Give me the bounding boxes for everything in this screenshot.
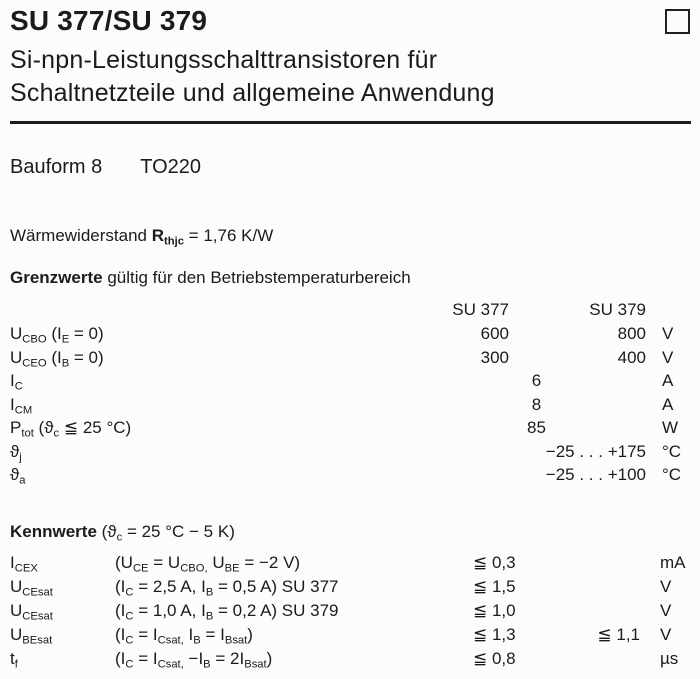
value-su379: 400: [617, 347, 646, 367]
kennwerte-heading: [10, 522, 691, 542]
row-symbol: $ϑ_a$: [10, 465, 26, 487]
limit-value-1: ≦ 1,5: [473, 576, 516, 596]
package-info: [10, 155, 691, 179]
page-subtitle: [10, 44, 691, 110]
thermal-resistance-line: [10, 225, 691, 246]
value-shared: 6: [531, 371, 542, 390]
subtitle-line-2: Schaltnetzteile und allgemeine Anwendung: [10, 79, 495, 107]
row-unit: A: [662, 394, 674, 414]
column-header-su379: SU 379: [589, 300, 646, 319]
row-symbol: $I_C$: [10, 371, 23, 393]
grenzwerte-heading-bold: Grenzwerte: [10, 268, 103, 287]
row-symbol: $U_{CEO}$ $(I_B = 0)$: [10, 347, 104, 369]
row-unit: V: [660, 576, 672, 596]
kennwerte-table: [10, 551, 691, 671]
table-row: [10, 416, 691, 440]
thermal-prefix: Wärmewiderstand: [10, 226, 152, 245]
value-su379: 800: [617, 324, 646, 343]
row-unit: µs: [660, 648, 679, 668]
row-symbol: $P_{tot}$ ($ϑ_c$ ≦ 25 °C): [10, 418, 132, 440]
row-unit: V: [660, 624, 672, 644]
value-su377: 600: [480, 324, 509, 343]
row-unit: mA: [660, 552, 686, 572]
limit-value-1: ≦ 1,3: [473, 624, 516, 644]
limit-value-2: ≦ 1,1: [597, 624, 640, 644]
limit-value-1: ≦ 1,0: [473, 600, 516, 620]
row-symbol: $t_f$: [10, 648, 18, 670]
table-row: [10, 623, 691, 647]
value-range: −25 . . . +100: [545, 465, 646, 484]
row-symbol: $U_{CBO}$ $(I_E = 0)$: [10, 324, 104, 346]
page-header: [10, 5, 691, 37]
row-symbol: $I_{CEX}$: [10, 552, 38, 574]
row-symbol: $U_{CEsat}$: [10, 600, 53, 622]
value-shared: 85: [527, 418, 546, 437]
page-title: SU 377/SU 379: [10, 5, 208, 36]
row-unit: A: [662, 371, 674, 390]
row-condition: ($U_{CE} = U_{CBO,}$ $U_{BE} = -2$ V): [115, 552, 301, 574]
row-unit: °C: [662, 465, 682, 484]
square-outline-icon: [665, 9, 690, 34]
row-unit: V: [662, 347, 674, 367]
row-condition: ($I_C = 2,5$ A, $I_B = 0,5$ A) SU 377: [115, 576, 339, 598]
row-unit: V: [660, 600, 672, 620]
row-symbol: $U_{BEsat}$: [10, 624, 53, 646]
grenzwerte-heading-rest: gültig für den Betriebstemperaturbereich: [102, 268, 411, 287]
limit-value-1: ≦ 0,8: [473, 648, 516, 668]
row-symbol: $ϑ_j$: [10, 441, 22, 463]
table-row: [10, 369, 691, 393]
table-row: [10, 647, 691, 671]
bauform-label: Bauform 8: [10, 156, 103, 178]
kennwerte-heading-bold: Kennwerte: [10, 521, 97, 541]
kennwerte-heading-rest: ($ϑ_c = 25$ °C − 5 K): [96, 521, 235, 543]
row-unit: °C: [662, 441, 682, 461]
table-row: [10, 551, 691, 575]
row-unit: V: [662, 324, 674, 343]
row-symbol: $I_{CM}$: [10, 394, 33, 416]
value-su377: 300: [480, 347, 509, 367]
row-condition: $(I_C = I_{Csat,} -I_B = 2I_{Bsat})$: [115, 648, 273, 670]
table-row: [10, 440, 691, 464]
grenzwerte-heading: [10, 268, 691, 288]
limit-value-1: ≦ 0,3: [473, 552, 516, 572]
row-unit: W: [662, 418, 679, 437]
table-row: [10, 346, 691, 370]
column-header-su377: SU 377: [452, 300, 509, 319]
thermal-value: = 1,76 K/W: [183, 226, 274, 245]
row-condition: ($I_C = I_{Csat,}$ $I_B = I_{Bsat}$): [115, 624, 253, 646]
table-row: [10, 575, 691, 599]
table-row: [10, 463, 691, 487]
value-shared: 8: [531, 394, 542, 414]
subtitle-line-1: Si-npn-Leistungsschalttransistoren für: [10, 46, 438, 74]
grenzwerte-table: [10, 298, 691, 487]
value-range: −25 . . . +175: [545, 441, 646, 461]
grenzwerte-column-headers: [10, 298, 691, 322]
table-row: [10, 393, 691, 417]
table-row: [10, 322, 691, 346]
row-condition: ($I_C = 1,0$ A, $I_B = 0,2$ A) SU 379: [115, 600, 339, 622]
table-row: [10, 599, 691, 623]
package-name: TO220: [140, 156, 202, 178]
horizontal-rule: [10, 121, 691, 124]
thermal-symbol: $R_{thjc}$: [151, 226, 184, 248]
row-symbol: $U_{CEsat}$: [10, 576, 53, 598]
